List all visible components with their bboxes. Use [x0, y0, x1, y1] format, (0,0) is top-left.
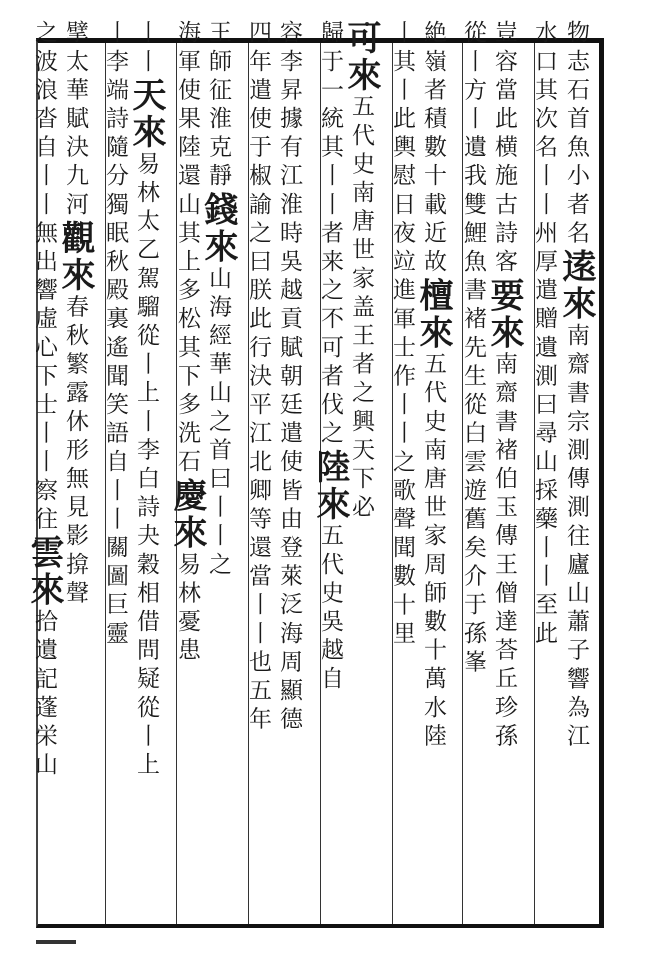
- entry-headword: 慶來: [167, 477, 207, 552]
- text-column: 物志石首魚小者名逺來南齋書宗測傳測往廬山蕭子響為江: [556, 20, 596, 752]
- page-edge-mark: [36, 940, 76, 944]
- entry-headword: 陸來: [310, 449, 350, 523]
- entry-headword: 可來: [341, 20, 381, 94]
- entry-headword: 要來: [484, 277, 524, 352]
- entry-headword: 觀來: [55, 220, 95, 295]
- text-column: 可來五代史南唐世家盖王者之興天下必: [341, 20, 381, 523]
- text-column: 丨丨天來易林太乙駕騮從丨上丨李白詩夬穀相借問疑從丨上: [126, 20, 166, 781]
- entry-headword: 錢來: [198, 191, 238, 266]
- text-column: 之波浪沓自丨丨無出響虛心下士丨丨察往雲來拾遺記蓬栄山: [24, 20, 64, 781]
- entry-headword: 雲來: [24, 534, 64, 609]
- text-column: 歸于一統其丨丨者来之不可者伐之陸來五代史吳越自: [310, 20, 350, 695]
- text-column: 海軍使果陸還山其上多松其下多洗石慶來易林憂患: [167, 20, 207, 667]
- text-column: 擘太華賦決九河觀來春秋繁露休形無見影揜聲: [55, 20, 95, 609]
- text-column: 四年遣使于椒諭之曰朕此行決平江北卿等還當丨丨也五年: [245, 20, 271, 735]
- entry-headword: 逺來: [556, 248, 596, 323]
- text-column: 丨李端詩隨分獨眠秋殿裏遙聞笑語自丨丨關圖巨靈: [102, 20, 128, 650]
- text-column: 王師征淮克靜錢來山海經華山之首曰丨丨之: [198, 20, 238, 581]
- text-column: 絶嶺者積數十載近故檀來五代史南唐世家周師數十萬水陸: [413, 20, 453, 752]
- entry-headword: 檀來: [413, 277, 453, 352]
- text-column: 丨其丨此輿慰日夜竝進軍士作丨丨之歌聲聞數十里: [389, 20, 415, 650]
- text-column: 從丨方丨遺我雙鯉魚書褚先生從白雲遊舊矣介于孫峯: [460, 20, 486, 678]
- entry-headword: 天來: [126, 77, 166, 152]
- text-column: 容李昇據有江淮時吳越貢賦朝廷遣使皆由登萊泛海周顯德: [276, 20, 302, 735]
- text-column: 水口其次名丨丨州厚遣贈遺測曰尋山採藥丨丨至此: [531, 20, 557, 650]
- text-column: 豈容當此横施古詩客要來南齋書褚伯玉傳王僧達荅丘珍孫: [484, 20, 524, 752]
